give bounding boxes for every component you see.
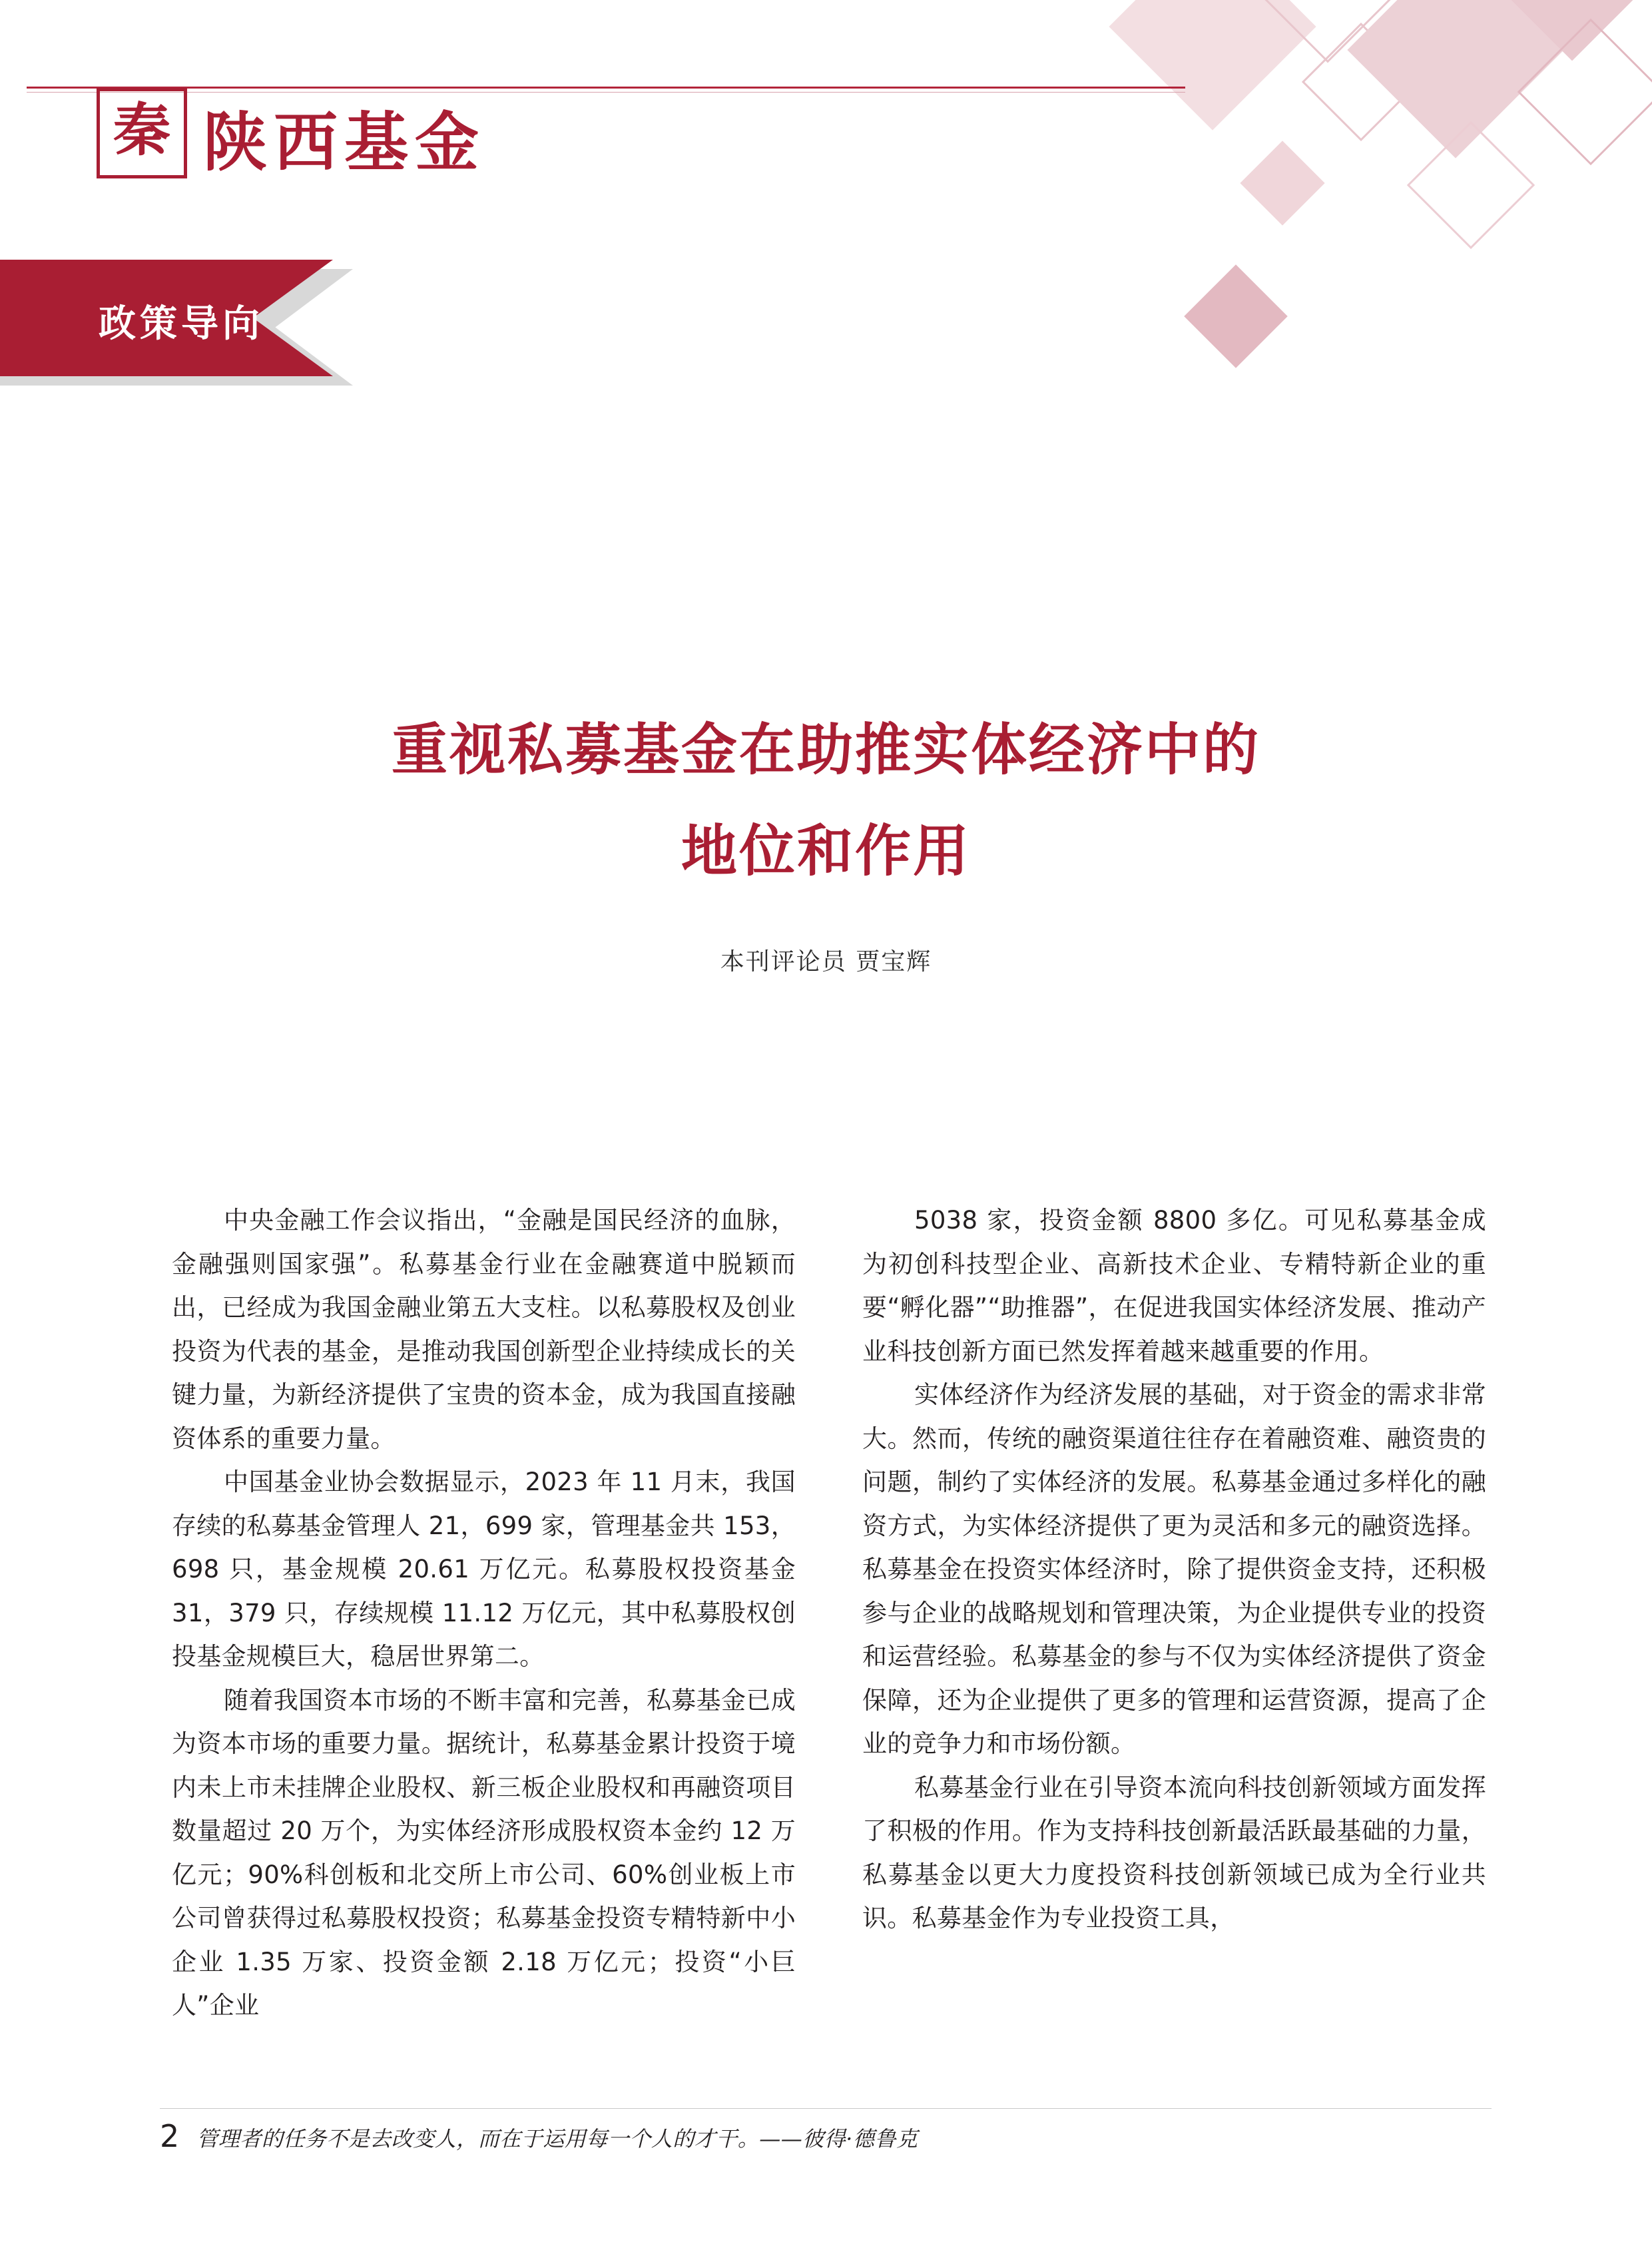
footer-divider bbox=[160, 2108, 1492, 2109]
column-right bbox=[862, 1199, 1486, 2028]
article-body bbox=[172, 1199, 1487, 2028]
footer-quote: 管理者的任务不是去改变人，而在于运用每一个人的才干。——彼得·德鲁克 bbox=[196, 2125, 918, 2151]
diamond-shape bbox=[1184, 264, 1288, 368]
paragraph: 5038 家，投资金额 8800 多亿。可见私募基金成为初创科技型企业、高新技术企业、专精特新企业的重要“孵化器”“助推器”，在促进我国实体经济发展、推动产业科技创新方面已然发挥着越来越重要的作用。 bbox=[862, 1206, 1486, 1366]
masthead-rule-thin bbox=[27, 92, 1185, 93]
section-label: 政策导向 bbox=[99, 302, 264, 346]
article-title-block bbox=[0, 699, 1652, 977]
section-ribbon bbox=[0, 260, 373, 386]
page-number: 2 bbox=[160, 2118, 180, 2154]
paragraph: 私募基金行业在引导资本流向科技创新领域方面发挥了积极的作用。作为支持科技创新最活跃最基础的力量，私募基金以更大力度投资科技创新领域已成为全行业共识。私募基金作为专业投资工具， bbox=[862, 1773, 1486, 1932]
seal-logo-icon: 秦 bbox=[97, 88, 187, 178]
paragraph: 随着我国资本市场的不断丰富和完善，私募基金已成为资本市场的重要力量。据统计，私募基金累计投资于境内未上市未挂牌企业股权、新三板企业股权和再融资项目数量超过 20 万个，为实体经济形成股权资本金约 12 万亿元；90%科创板和北交所上市公司、60%创业板上市公司曾获得过私募股权投资；私募基金投资专精特新中小企业 1.35 万家、投资金额 2.18 万亿元；投资“小巨人”企业 bbox=[172, 1685, 796, 2020]
paragraph: 中国基金业协会数据显示，2023 年 11 月末，我国存续的私募基金管理人 21，699 家，管理基金共 153，698 只，基金规模 20.61 万亿元。私募股权投资基金 31，379 只，存续规模 11.12 万亿元，其中私募股权创投基金规模巨大，稳居世界第二。 bbox=[172, 1468, 796, 1671]
paragraph: 中央金融工作会议指出，“金融是国民经济的血脉，金融强则国家强”。私募基金行业在金融赛道中脱颖而出，已经成为我国金融业第五大支柱。以私募股权及创业投资为代表的基金，是推动我国创新型企业持续成长的关键力量，为新经济提供了宝贵的资本金，成为我国直接融资体系的重要力量。 bbox=[172, 1206, 796, 1453]
column-left bbox=[172, 1199, 796, 2028]
article-byline: 本刊评论员 贾宝辉 bbox=[720, 948, 932, 976]
paragraph: 实体经济作为经济发展的基础，对于资金的需求非常大。然而，传统的融资渠道往往存在着融资难、融资贵的问题，制约了实体经济的发展。私募基金通过多样化的融资方式，为实体经济提供了更为灵活和多元的融资选择。私募基金在投资实体经济时，除了提供资金支持，还积极参与企业的战略规划和管理决策，为企业提供专业的投资和运营经验。私募基金的参与不仅为实体经济提供了资金保障，还为企业提供了更多的管理和运营资源，提高了企业的竞争力和市场份额。 bbox=[862, 1380, 1486, 1758]
page-title-line-1: 重视私募基金在助推实体经济中的 bbox=[391, 716, 1260, 782]
page-title-line-2: 地位和作用 bbox=[681, 818, 971, 884]
masthead-rule bbox=[27, 87, 1185, 89]
publication-logo-text: 陕西基金 bbox=[203, 105, 485, 180]
masthead bbox=[0, 0, 1652, 220]
page-footer bbox=[160, 2118, 1492, 2154]
